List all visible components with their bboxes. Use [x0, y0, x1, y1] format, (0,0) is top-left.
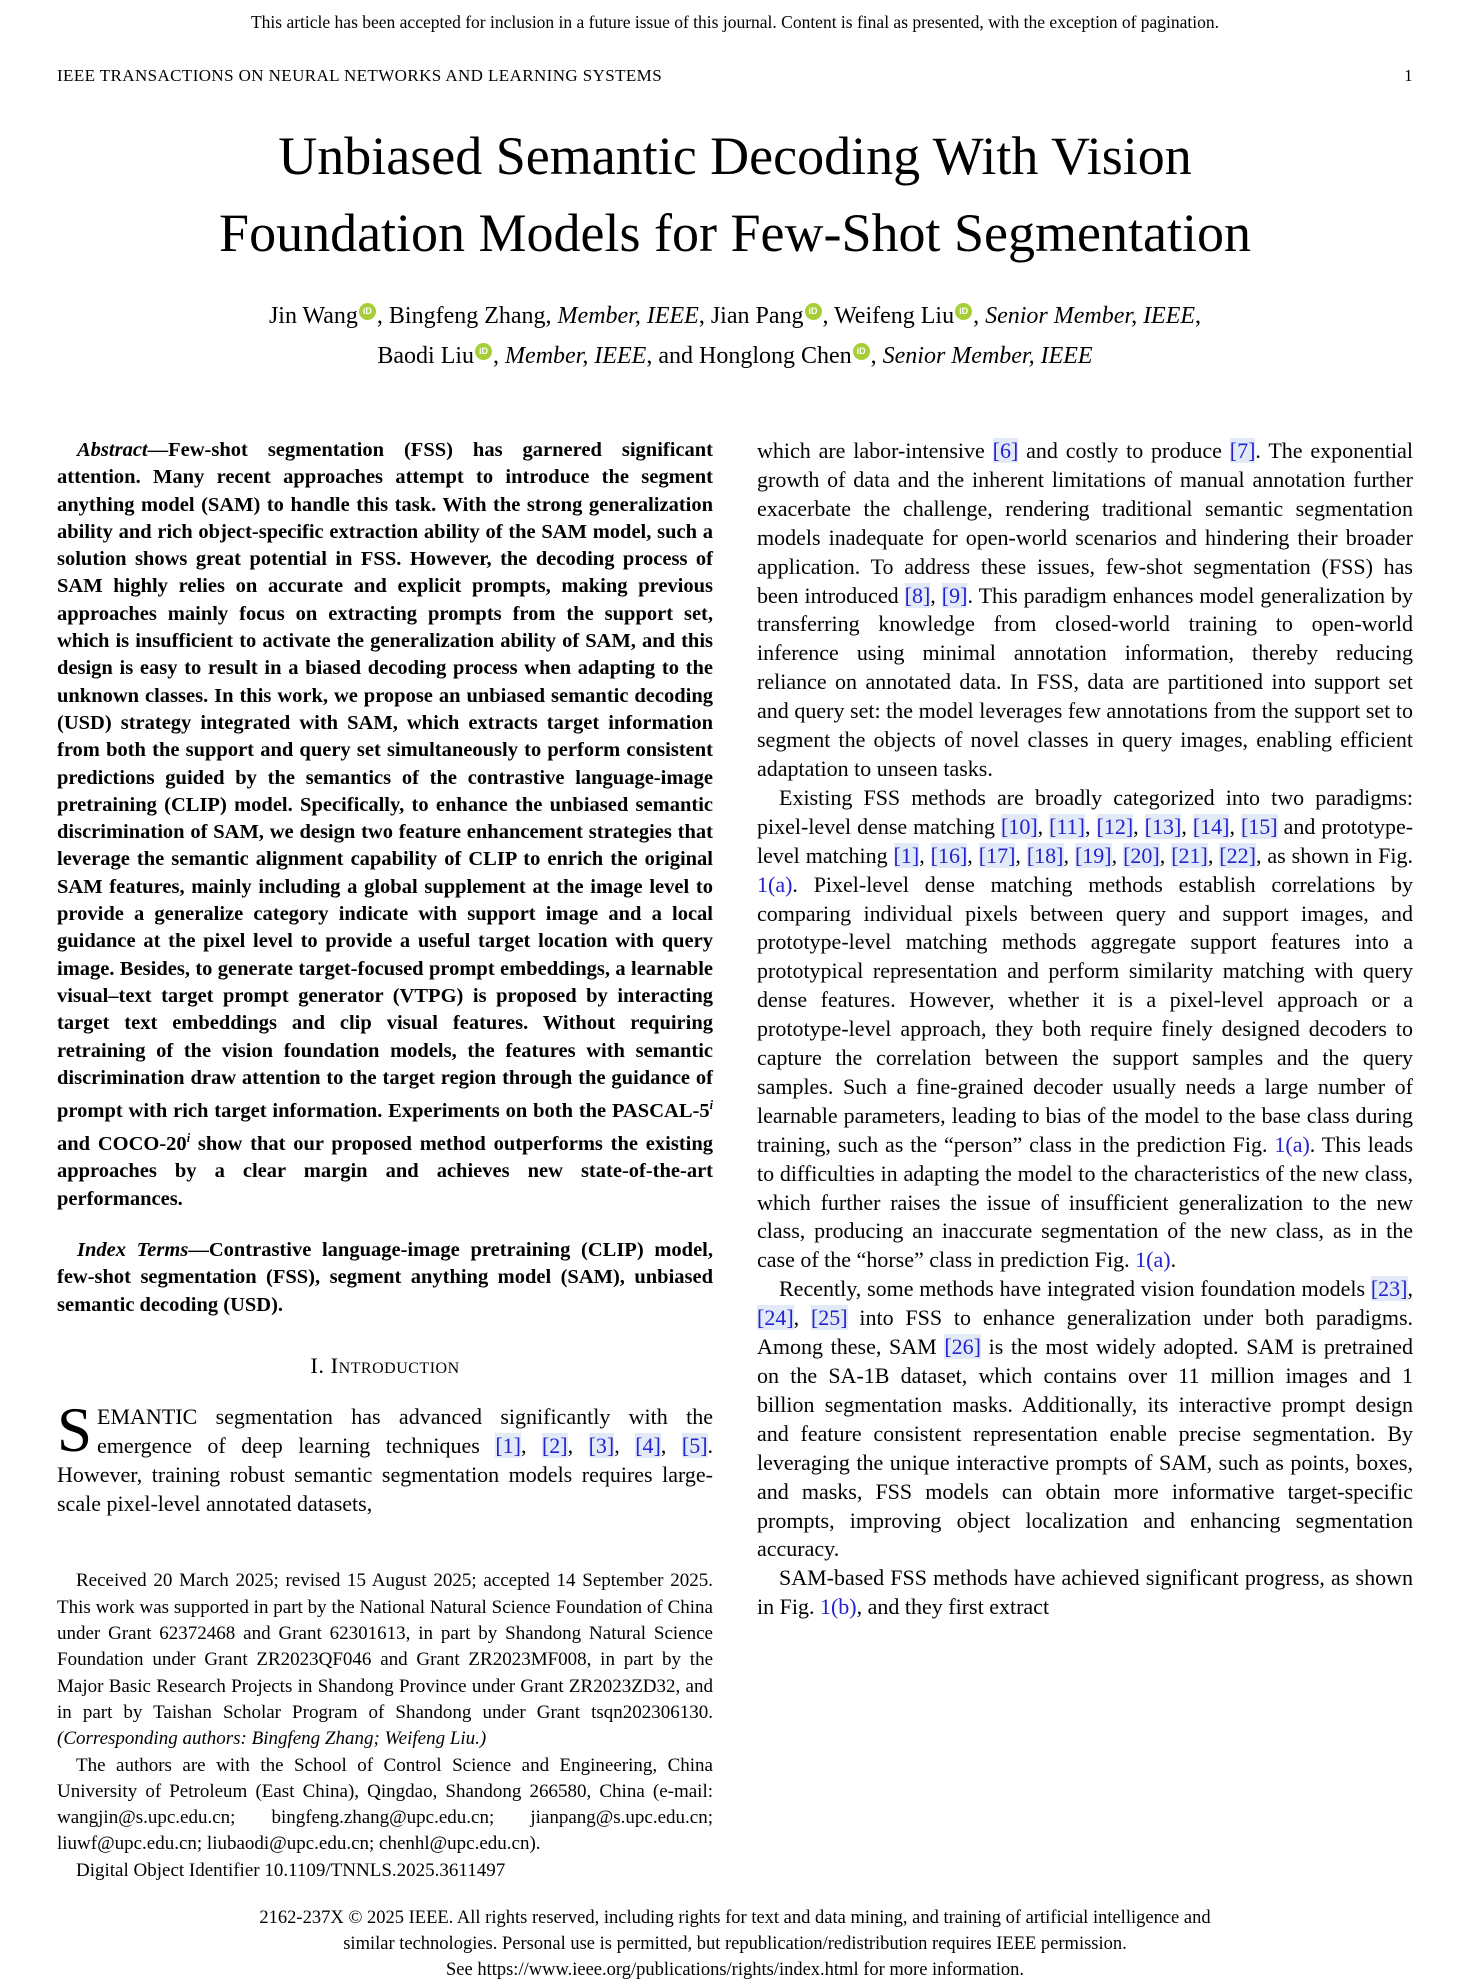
- citation-link[interactable]: [13]: [1144, 813, 1182, 839]
- text-segment: Senior Member, IEEE: [985, 303, 1196, 329]
- text-segment: into FSS to enhance generalization under both paradigms. Among these, SAM: [757, 1305, 1414, 1360]
- author-list: [0, 296, 1470, 376]
- citation-link[interactable]: [8]: [904, 582, 931, 608]
- text-segment: and COCO-20: [57, 1133, 187, 1156]
- text-segment: SAM-based FSS methods have achieved significant progress, as shown in Fig.: [757, 1565, 1413, 1620]
- text-segment: , and they first extract: [856, 1594, 1050, 1620]
- text-segment: ,: [1015, 842, 1027, 868]
- text-segment: ,: [1181, 813, 1193, 839]
- copyright-line: See https://www.ieee.org/publications/rights/index.html for more information.: [445, 1960, 1025, 1980]
- citation-link[interactable]: [4]: [635, 1432, 661, 1458]
- right-column: [757, 437, 1413, 1622]
- text-segment: , Bingfeng Zhang,: [376, 303, 558, 329]
- citation-link[interactable]: [2]: [541, 1432, 568, 1458]
- footnote-affiliation: [57, 1753, 713, 1858]
- body-paragraph: [757, 784, 1413, 1275]
- citation-link[interactable]: [3]: [588, 1432, 615, 1458]
- text-segment: —Few-shot segmentation (FSS) has garnered significant attention. Many recent approaches attempt to introduce the segment anything model (SAM) to handle this task. With the strong generalization ability and rich object-specific extraction ability of the SAM model, such a solution shows great potential in FSS. However, the decoding process of SAM highly relies on accurate and explicit prompts, making previous approaches mainly focus on extracting prompts from the support set, which is insufficient to activate the generalization ability of SAM, and this design is easy to result in a biased decoding process when adapting to the unknown classes. In this work, we propose an unbiased semantic decoding (USD) strategy integrated with SAM, which extracts target information from both the support and query set simultaneously to perform consistent predictions guided by the semantics of the contrastive language-image pretraining (CLIP) model. Specifically, to enhance the unbiased semantic discrimination of SAM, we design two feature enhancement strategies that leverage the semantic alignment capability of CLIP to enrich the original SAM features, mainly including a global supplement at the image level to provide a generalize category indicate with support image and a local guidance at the pixel level to provide a useful target location with query image. Besides, to generate target-focused prompt embeddings, a learnable visual–text target prompt generator (VTPG) is proposed by interacting target text embeddings and clip visual features. Without requiring retraining of the vision foundation models, the features with semantic discrimination draw attention to the target region through the guidance of prompt with rich target information. Experiments on both the PASCAL-5: [57, 439, 713, 1122]
- citation-link[interactable]: [26]: [944, 1334, 981, 1360]
- orcid-icon[interactable]: iD: [955, 303, 972, 320]
- text-segment: ,: [493, 343, 506, 369]
- text-segment: which are labor-intensive: [757, 438, 993, 463]
- orcid-icon[interactable]: iD: [359, 303, 376, 320]
- citation-link[interactable]: [10]: [1001, 813, 1038, 839]
- citation-link[interactable]: [14]: [1192, 813, 1230, 839]
- text-segment: Jin Wang: [268, 303, 358, 329]
- citation-link[interactable]: [6]: [992, 438, 1019, 463]
- text-segment: Baodi Liu: [377, 343, 475, 369]
- text-segment: Existing FSS methods are broadly categorized into two paradigms: pixel-level dense matching: [757, 784, 1413, 839]
- citation-link[interactable]: [16]: [930, 842, 968, 868]
- text-segment: . Pixel-level dense matching methods establish correlations by comparing individual pixels between query and support images, and prototype-level matching methods aggregate support features into a prototypical representation and perform similarity matching with query dense features. However, whether it is a pixel-level approach or a prototype-level approach, they both require finely designed decoders to capture the correlation between the support samples and the query samples. Such a fine-grained decoder usually needs a large number of learnable parameters, leading to bias of the model to the base class during training, such as the “person” class in the prediction Fig.: [757, 871, 1413, 1157]
- author-line: [0, 336, 1470, 376]
- text-segment: (Corresponding authors: Bingfeng Zhang; Weifeng Liu.): [57, 1728, 487, 1750]
- text-segment: ,: [1063, 842, 1075, 868]
- text-segment: The authors are with the School of Control Science and Engineering, China University of Petroleum (East China), Qingdao, Shandong 266580, China (e-mail: wangjin@s.upc.edu.cn; bingfeng.zhang@upc.edu.cn; jianpang@s.upc.edu.cn; liuwf@upc.edu.cn; liubaodi@upc.edu.cn; chenhl@upc.edu.cn).: [57, 1754, 713, 1855]
- citation-link[interactable]: [21]: [1171, 842, 1208, 868]
- citation-link[interactable]: [19]: [1074, 842, 1112, 868]
- text-segment: and prototype-level matching: [757, 813, 1414, 868]
- text-segment: ,: [973, 303, 986, 329]
- intro-paragraph-text: [57, 1394, 714, 1516]
- citation-link[interactable]: [12]: [1096, 813, 1134, 839]
- text-segment: ,: [1407, 1276, 1413, 1302]
- text-segment: ,: [1085, 813, 1097, 839]
- text-segment: Received 20 March 2025; revised 15 August 2025; accepted 14 September 2025. This work was supported in part by the National Natural Science Foundation of China under Grant 62372468 and Grant 62301613, in part by Shandong Natural Science Foundation under Grant ZR2023QF046 and Grant ZR2023MF008, in part by the Major Basic Research Projects in Shandong Province under Grant ZR2023ZD32, and in part by Taishan Scholar Program of Shandong under Grant tsqn202306130.: [57, 1570, 713, 1723]
- text-segment: i: [709, 1098, 713, 1113]
- drop-cap: S: [57, 1394, 93, 1465]
- orcid-icon[interactable]: iD: [475, 343, 492, 360]
- copyright-line: similar technologies. Personal use is permitted, but republication/redistribution requires IEEE permission.: [343, 1934, 1127, 1954]
- section-heading-introduction: I. Introduction: [310, 1352, 460, 1378]
- text-segment: ,: [660, 1432, 682, 1458]
- citation-link[interactable]: [9]: [941, 582, 968, 608]
- copyright-line: 2162-237X © 2025 IEEE. All rights reserved, including rights for text and data mining, and training of artificial intelligence and: [259, 1908, 1211, 1928]
- citation-link[interactable]: [11]: [1049, 813, 1086, 839]
- text-segment: ,: [930, 582, 942, 608]
- text-segment: i: [186, 1131, 191, 1146]
- figure-link[interactable]: 1(b): [819, 1594, 857, 1620]
- text-segment: ,: [1111, 842, 1124, 868]
- copyright-notice: [0, 1905, 1470, 1983]
- text-segment: ,: [1207, 842, 1220, 868]
- text-segment: , and Honglong Chen: [646, 343, 852, 369]
- paper-title-line2: Foundation Models for Few-Shot Segmentation: [219, 203, 1251, 263]
- figure-link[interactable]: 1(a): [1274, 1131, 1310, 1157]
- citation-link[interactable]: [24]: [757, 1305, 794, 1331]
- footnote-received: [57, 1568, 713, 1752]
- text-segment: . However, training robust semantic segmentation models requires large-scale pixel-level annotated datasets,: [57, 1432, 714, 1516]
- citation-link[interactable]: [1]: [495, 1432, 521, 1458]
- text-segment: , as shown in Fig.: [1255, 842, 1413, 868]
- first-page-footnote: [57, 1568, 713, 1884]
- text-segment: ,: [1133, 813, 1145, 839]
- figure-link[interactable]: 1(a): [757, 871, 793, 897]
- text-segment: ,: [614, 1432, 636, 1458]
- citation-link[interactable]: [1]: [893, 842, 920, 868]
- text-segment: Abstract: [77, 439, 148, 461]
- citation-link[interactable]: [18]: [1026, 842, 1064, 868]
- text-segment: Index Terms: [77, 1238, 189, 1261]
- intro-paragraph: [57, 1394, 714, 1519]
- text-segment: EMANTIC segmentation has advanced significantly with the emergence of deep learning techniques: [97, 1403, 713, 1458]
- abstract-paragraph: [57, 437, 713, 1213]
- paper-title: [0, 118, 1470, 272]
- text-segment: ,: [793, 1305, 811, 1331]
- citation-link[interactable]: [5]: [681, 1432, 708, 1458]
- text-segment: . This leads to difficulties in adapting the model to the characteristics of the new class, which further raises the issue of insufficient generalization to the new class, producing an inaccurate segmentation of the new class, as in the case of the “horse” class in prediction Fig.: [757, 1131, 1414, 1273]
- citation-link[interactable]: [15]: [1240, 813, 1278, 839]
- index-terms-paragraph: [57, 1237, 713, 1319]
- text-segment: . The exponential growth of data and the inherent limitations of manual annotation further exacerbate the challenge, rendering traditional semantic segmentation models inadequate for open-world scenarios and hindering their broader application. To address these issues, few-shot segmentation (FSS) has been introduced: [757, 438, 1414, 608]
- text-segment: ,: [1195, 303, 1202, 329]
- text-segment: Member, IEEE: [505, 343, 647, 369]
- text-segment: . This paradigm enhances model generalization by transferring knowledge from closed-world training to open-world inference using minimal annotation information, thereby reducing reliance on annotated data. In FSS, data are partitioned into support set and query set: the model leverages few annotations from the support set to segment the objects of novel classes in query images, enabling efficient adaptation to unseen tasks.: [757, 582, 1413, 781]
- text-segment: is the most widely adopted. SAM is pretrained on the SA-1B dataset, which contains over 11 million images and 1 billion segmentation masks. Additionally, its interactive prompt design and feature consistent representation enable precise segmentation. By leveraging the unique interactive prompts of SAM, such as points, boxes, and masks, FSS models can obtain more informative target-specific prompts, improving object localization and enhancing segmentation accuracy.: [757, 1334, 1414, 1562]
- citation-link[interactable]: [7]: [1229, 438, 1256, 463]
- figure-link[interactable]: 1(a): [1135, 1247, 1171, 1273]
- author-line: [0, 296, 1470, 336]
- running-header: [57, 66, 1413, 86]
- text-segment: ,: [520, 1432, 542, 1458]
- body-paragraph: [757, 1275, 1413, 1564]
- citation-link[interactable]: [17]: [978, 842, 1016, 868]
- text-segment: ,: [967, 842, 979, 868]
- text-segment: ,: [1229, 813, 1241, 839]
- text-segment: Recently, some methods have integrated vision foundation models: [779, 1276, 1371, 1302]
- text-segment: , Jian Pang: [698, 303, 804, 329]
- text-segment: ,: [1037, 813, 1050, 839]
- citation-link[interactable]: [23]: [1370, 1276, 1408, 1302]
- text-segment: Senior Member, IEEE: [882, 343, 1093, 369]
- citation-link[interactable]: [25]: [810, 1305, 848, 1331]
- text-segment: —Contrastive language-image pretraining (CLIP) model, few-shot segmentation (FSS), segment anything model (SAM), unbiased semantic decoding (USD).: [57, 1238, 713, 1316]
- citation-link[interactable]: [22]: [1219, 842, 1256, 868]
- text-segment: Member, IEEE: [557, 303, 699, 329]
- acceptance-notice: This article has been accepted for inclusion in a future issue of this journal. Content is final as presented, with the exception of pagination.: [250, 12, 1220, 32]
- text-segment: show that our proposed method outperforms the existing approaches by a clear margin and achieves new state-of-the-art performances.: [57, 1133, 713, 1210]
- text-segment: , Weifeng Liu: [822, 303, 955, 329]
- journal-name: IEEE TRANSACTIONS ON NEURAL NETWORKS AND LEARNING SYSTEMS: [57, 66, 663, 85]
- left-column: [57, 437, 713, 1886]
- doi-line: Digital Object Identifier 10.1109/TNNLS.2025.3611497: [76, 1859, 506, 1881]
- text-segment: ,: [1159, 842, 1172, 868]
- text-segment: .: [1170, 1247, 1177, 1273]
- orcid-icon[interactable]: iD: [853, 343, 870, 360]
- orcid-icon[interactable]: iD: [805, 303, 822, 320]
- text-segment: ,: [567, 1432, 589, 1458]
- body-paragraph: [757, 1564, 1413, 1622]
- text-segment: ,: [870, 343, 883, 369]
- citation-link[interactable]: [20]: [1123, 842, 1160, 868]
- paper-title-line1: Unbiased Semantic Decoding With Vision: [278, 126, 1192, 186]
- page-number: 1: [1404, 66, 1413, 85]
- text-segment: ,: [919, 842, 931, 868]
- body-paragraph: [757, 437, 1413, 784]
- text-segment: and costly to produce: [1018, 438, 1230, 463]
